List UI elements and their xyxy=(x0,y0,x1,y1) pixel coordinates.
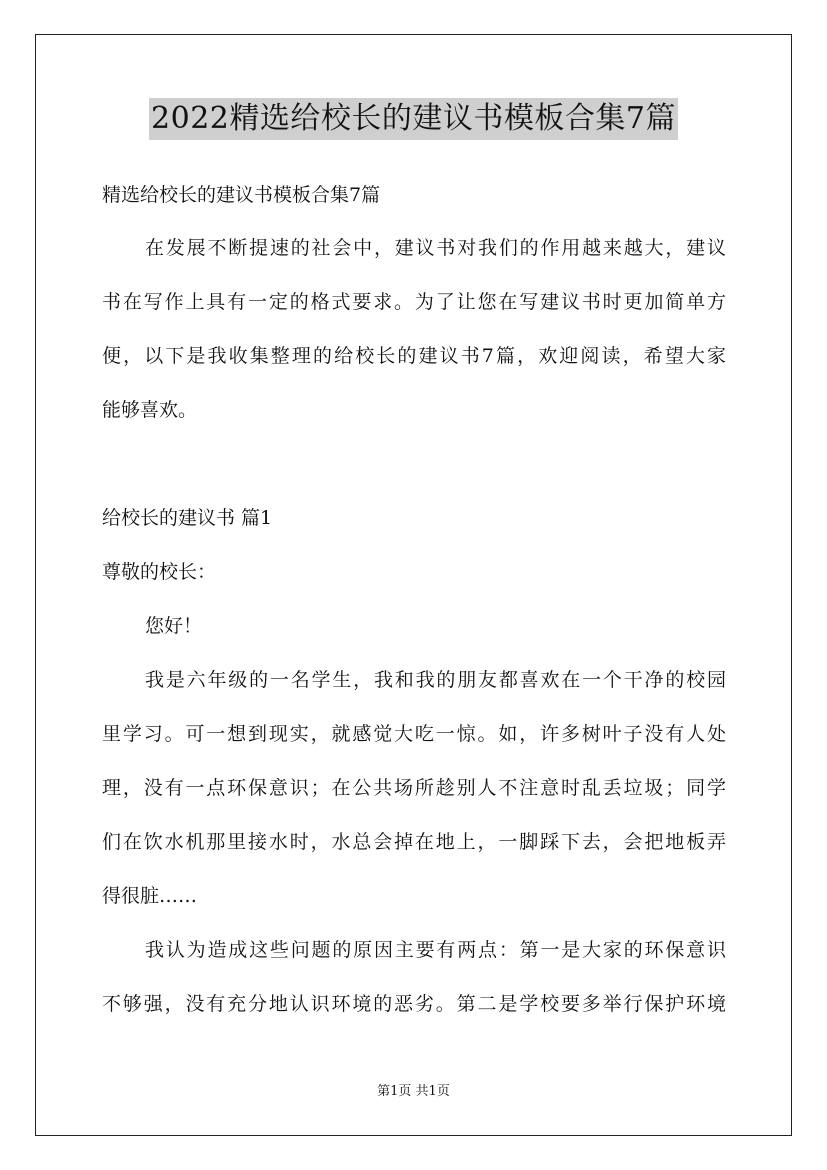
paragraph2-line-2: 不够强，没有充分地认识环境的恶劣。第二是学校要多举行保护环境 xyxy=(102,993,726,1015)
document-title: 2022精选给校长的建议书模板合集7篇 xyxy=(149,98,678,140)
document-subtitle: 精选给校长的建议书模板合集7篇 xyxy=(102,184,381,206)
paragraph1-line-5: 得很脏…… xyxy=(102,885,198,907)
title-container xyxy=(0,98,827,140)
salutation: 尊敬的校长： xyxy=(102,561,217,583)
paragraph2-line-1: 我认为造成这些问题的原因主要有两点：第一是大家的环保意识 xyxy=(145,939,726,961)
greeting: 您好！ xyxy=(145,615,203,637)
intro-line-2: 书在写作上具有一定的格式要求。为了让您在写建议书时更加简单方 xyxy=(102,291,726,313)
paragraph1-line-4: 们在饮水机那里接水时，水总会掉在地上，一脚踩下去，会把地板弄 xyxy=(102,831,726,853)
paragraph1-line-2: 里学习。可一想到现实，就感觉大吃一惊。如，许多树叶子没有人处 xyxy=(102,723,726,745)
intro-line-4: 能够喜欢。 xyxy=(102,399,198,421)
intro-line-3: 便，以下是我收集整理的给校长的建议书7篇，欢迎阅读，希望大家 xyxy=(102,345,726,367)
paragraph1-line-3: 理，没有一点环保意识；在公共场所趁别人不注意时乱丢垃圾；同学 xyxy=(102,777,726,799)
paragraph1-line-1: 我是六年级的一名学生，我和我的朋友都喜欢在一个干净的校园 xyxy=(145,669,726,691)
intro-line-1: 在发展不断提速的社会中，建议书对我们的作用越来越大，建议 xyxy=(145,237,726,259)
section-heading: 给校长的建议书 篇1 xyxy=(102,507,273,529)
page-footer: 第1页 共1页 xyxy=(377,1084,450,1099)
